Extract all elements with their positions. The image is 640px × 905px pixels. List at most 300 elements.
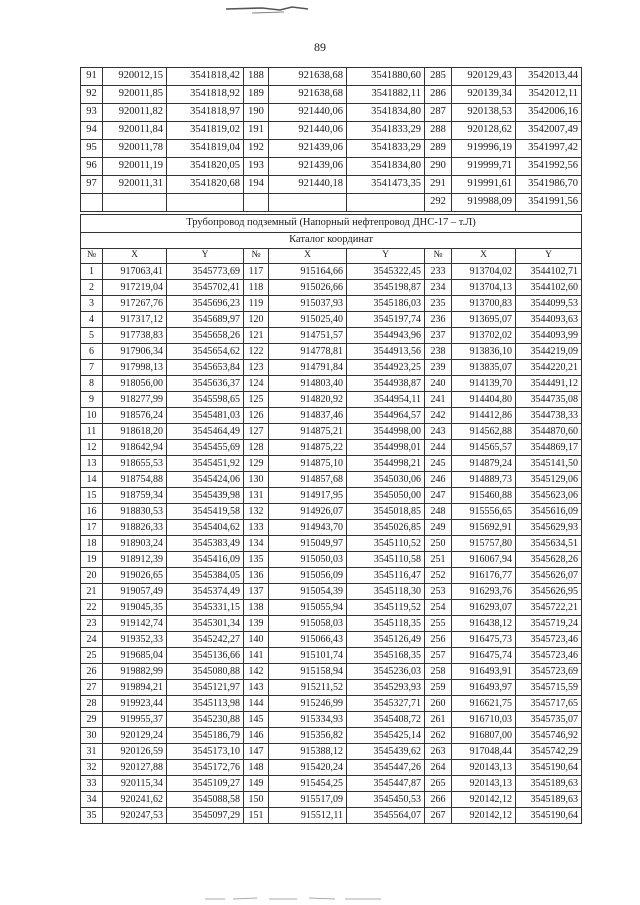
- x-coordinate-cell: 921638,68: [269, 86, 347, 104]
- y-coordinate-cell: 3545717,65: [516, 696, 582, 712]
- y-coordinate-cell: 3545197,74: [347, 312, 425, 328]
- y-coordinate-cell: 3545450,53: [347, 792, 425, 808]
- x-coordinate-cell: 916710,03: [452, 712, 516, 728]
- point-number-cell: 94: [81, 122, 103, 140]
- y-coordinate-cell: 3545696,23: [167, 296, 244, 312]
- x-coordinate-cell: [103, 194, 167, 212]
- y-coordinate-cell: 3545616,09: [516, 504, 582, 520]
- x-coordinate-cell: 914751,57: [269, 328, 347, 344]
- y-coordinate-cell: 3545189,63: [516, 776, 582, 792]
- point-number-cell: 127: [244, 424, 269, 440]
- x-coordinate-cell: 915049,97: [269, 536, 347, 552]
- y-coordinate-cell: 3541991,56: [516, 194, 582, 212]
- x-coordinate-cell: 915460,88: [452, 488, 516, 504]
- y-coordinate-cell: 3541834,80: [347, 158, 425, 176]
- table-row: [81, 194, 582, 212]
- point-number-cell: 254: [425, 600, 452, 616]
- table-row: [81, 488, 582, 504]
- y-coordinate-cell: 3545080,88: [167, 664, 244, 680]
- point-number-cell: 148: [244, 760, 269, 776]
- point-number-cell: 288: [425, 122, 452, 140]
- point-number-cell: 241: [425, 392, 452, 408]
- y-coordinate-cell: 3545172,76: [167, 760, 244, 776]
- x-coordinate-cell: 915037,93: [269, 296, 347, 312]
- x-coordinate-cell: 921638,68: [269, 68, 347, 86]
- y-coordinate-cell: 3545626,07: [516, 568, 582, 584]
- point-number-cell: 25: [81, 648, 103, 664]
- x-coordinate-cell: 920011,31: [103, 176, 167, 194]
- y-coordinate-cell: 3544913,56: [347, 344, 425, 360]
- point-number-cell: 252: [425, 568, 452, 584]
- point-number-cell: 135: [244, 552, 269, 568]
- y-coordinate-cell: 3544102,60: [516, 280, 582, 296]
- x-coordinate-cell: 915757,80: [452, 536, 516, 552]
- x-coordinate-cell: 915056,09: [269, 568, 347, 584]
- x-coordinate-cell: 916621,75: [452, 696, 516, 712]
- point-number-cell: 125: [244, 392, 269, 408]
- x-coordinate-cell: 913836,10: [452, 344, 516, 360]
- y-coordinate-cell: 3545742,29: [516, 744, 582, 760]
- x-coordinate-cell: 920127,88: [103, 760, 167, 776]
- y-coordinate-cell: 3545383,49: [167, 536, 244, 552]
- col-header: Y: [516, 249, 582, 264]
- x-coordinate-cell: 917738,83: [103, 328, 167, 344]
- point-number-cell: 140: [244, 632, 269, 648]
- x-coordinate-cell: 915517,09: [269, 792, 347, 808]
- y-coordinate-cell: 3541819,04: [167, 140, 244, 158]
- x-coordinate-cell: 915055,94: [269, 600, 347, 616]
- x-coordinate-cell: 920139,34: [452, 86, 516, 104]
- x-coordinate-cell: 915334,93: [269, 712, 347, 728]
- point-number-cell: 291: [425, 176, 452, 194]
- point-number-cell: [244, 194, 269, 212]
- y-coordinate-cell: 3544870,60: [516, 424, 582, 440]
- x-coordinate-cell: 918576,24: [103, 408, 167, 424]
- x-coordinate-cell: 913700,83: [452, 296, 516, 312]
- y-coordinate-cell: 3545628,26: [516, 552, 582, 568]
- point-number-cell: 123: [244, 360, 269, 376]
- y-coordinate-cell: 3545623,06: [516, 488, 582, 504]
- point-number-cell: 255: [425, 616, 452, 632]
- x-coordinate-cell: 915164,66: [269, 264, 347, 280]
- point-number-cell: 18: [81, 536, 103, 552]
- y-coordinate-cell: 3541833,29: [347, 122, 425, 140]
- y-coordinate-cell: 3544219,09: [516, 344, 582, 360]
- x-coordinate-cell: 914803,40: [269, 376, 347, 392]
- point-number-cell: 243: [425, 424, 452, 440]
- point-number-cell: 249: [425, 520, 452, 536]
- point-number-cell: 264: [425, 760, 452, 776]
- point-number-cell: 259: [425, 680, 452, 696]
- point-number-cell: 93: [81, 104, 103, 122]
- point-number-cell: 139: [244, 616, 269, 632]
- x-coordinate-cell: 917048,44: [452, 744, 516, 760]
- y-coordinate-cell: 3545126,49: [347, 632, 425, 648]
- point-number-cell: 26: [81, 664, 103, 680]
- point-number-cell: 246: [425, 472, 452, 488]
- point-number-cell: 234: [425, 280, 452, 296]
- point-number-cell: 96: [81, 158, 103, 176]
- y-coordinate-cell: 3541992,56: [516, 158, 582, 176]
- y-coordinate-cell: 3545634,51: [516, 536, 582, 552]
- y-coordinate-cell: 3544938,87: [347, 376, 425, 392]
- y-coordinate-cell: 3544923,25: [347, 360, 425, 376]
- point-number-cell: 285: [425, 68, 452, 86]
- point-number-cell: 239: [425, 360, 452, 376]
- catalog-header-row: [81, 249, 582, 264]
- point-number-cell: 250: [425, 536, 452, 552]
- x-coordinate-cell: 915420,24: [269, 760, 347, 776]
- y-coordinate-cell: 3545773,69: [167, 264, 244, 280]
- table-row: [81, 664, 582, 680]
- point-number-cell: 237: [425, 328, 452, 344]
- point-number-cell: 245: [425, 456, 452, 472]
- y-coordinate-cell: 3545293,93: [347, 680, 425, 696]
- table-row: [81, 712, 582, 728]
- y-coordinate-cell: 3545230,88: [167, 712, 244, 728]
- y-coordinate-cell: 3545702,41: [167, 280, 244, 296]
- x-coordinate-cell: 916493,91: [452, 664, 516, 680]
- y-coordinate-cell: 3544491,12: [516, 376, 582, 392]
- point-number-cell: 28: [81, 696, 103, 712]
- point-number-cell: 33: [81, 776, 103, 792]
- y-coordinate-cell: 3545719,24: [516, 616, 582, 632]
- x-coordinate-cell: 920142,12: [452, 792, 516, 808]
- point-number-cell: 193: [244, 158, 269, 176]
- x-coordinate-cell: 918830,53: [103, 504, 167, 520]
- x-coordinate-cell: 914889,73: [452, 472, 516, 488]
- x-coordinate-cell: 919996,19: [452, 140, 516, 158]
- x-coordinate-cell: 914917,95: [269, 488, 347, 504]
- y-coordinate-cell: 3545723,46: [516, 632, 582, 648]
- point-number-cell: 149: [244, 776, 269, 792]
- table-row: [81, 176, 582, 194]
- point-number-cell: 238: [425, 344, 452, 360]
- y-coordinate-cell: 3545408,72: [347, 712, 425, 728]
- x-coordinate-cell: 920143,13: [452, 760, 516, 776]
- x-coordinate-cell: 916807,00: [452, 728, 516, 744]
- x-coordinate-cell: 916067,94: [452, 552, 516, 568]
- x-coordinate-cell: 920138,53: [452, 104, 516, 122]
- x-coordinate-cell: 917906,34: [103, 344, 167, 360]
- y-coordinate-cell: 3545658,26: [167, 328, 244, 344]
- x-coordinate-cell: 914926,07: [269, 504, 347, 520]
- x-coordinate-cell: 920142,12: [452, 808, 516, 824]
- table-row: [81, 600, 582, 616]
- x-coordinate-cell: 914412,86: [452, 408, 516, 424]
- y-coordinate-cell: 3545626,95: [516, 584, 582, 600]
- point-number-cell: 124: [244, 376, 269, 392]
- x-coordinate-cell: [269, 194, 347, 212]
- y-coordinate-cell: 3545689,97: [167, 312, 244, 328]
- table-row: [81, 696, 582, 712]
- point-number-cell: 286: [425, 86, 452, 104]
- y-coordinate-cell: 3545636,37: [167, 376, 244, 392]
- point-number-cell: 121: [244, 328, 269, 344]
- y-coordinate-cell: 3545439,62: [347, 744, 425, 760]
- x-coordinate-cell: 918642,94: [103, 440, 167, 456]
- point-number-cell: 248: [425, 504, 452, 520]
- y-coordinate-cell: 3545109,27: [167, 776, 244, 792]
- table-row: [81, 68, 582, 86]
- y-coordinate-cell: 3545746,92: [516, 728, 582, 744]
- point-number-cell: 27: [81, 680, 103, 696]
- x-coordinate-cell: 914943,70: [269, 520, 347, 536]
- point-number-cell: 253: [425, 584, 452, 600]
- y-coordinate-cell: 3545384,05: [167, 568, 244, 584]
- x-coordinate-cell: 913835,07: [452, 360, 516, 376]
- table-row: [81, 728, 582, 744]
- point-number-cell: 21: [81, 584, 103, 600]
- point-number-cell: 262: [425, 728, 452, 744]
- point-number-cell: 150: [244, 792, 269, 808]
- y-coordinate-cell: 3545030,06: [347, 472, 425, 488]
- x-coordinate-cell: 919894,21: [103, 680, 167, 696]
- y-coordinate-cell: 3541880,60: [347, 68, 425, 86]
- table-row: [81, 104, 582, 122]
- point-number-cell: 15: [81, 488, 103, 504]
- x-coordinate-cell: 915512,11: [269, 808, 347, 824]
- point-number-cell: 189: [244, 86, 269, 104]
- x-coordinate-cell: 914562,88: [452, 424, 516, 440]
- x-coordinate-cell: 915025,40: [269, 312, 347, 328]
- x-coordinate-cell: 919142,74: [103, 616, 167, 632]
- x-coordinate-cell: 914791,84: [269, 360, 347, 376]
- point-number-cell: [81, 194, 103, 212]
- x-coordinate-cell: 914139,70: [452, 376, 516, 392]
- x-coordinate-cell: 915211,52: [269, 680, 347, 696]
- y-coordinate-cell: 3544998,00: [347, 424, 425, 440]
- y-coordinate-cell: 3541997,42: [516, 140, 582, 158]
- x-coordinate-cell: 918759,34: [103, 488, 167, 504]
- col-header: X: [452, 249, 516, 264]
- table-row: [81, 424, 582, 440]
- y-coordinate-cell: 3545425,14: [347, 728, 425, 744]
- x-coordinate-cell: 915692,91: [452, 520, 516, 536]
- point-number-cell: 17: [81, 520, 103, 536]
- col-header: X: [269, 249, 347, 264]
- y-coordinate-cell: 3544102,71: [516, 264, 582, 280]
- table-row: [81, 408, 582, 424]
- point-number-cell: 6: [81, 344, 103, 360]
- y-coordinate-cell: 3545331,15: [167, 600, 244, 616]
- col-header: №: [425, 249, 452, 264]
- x-coordinate-cell: 919026,65: [103, 568, 167, 584]
- x-coordinate-cell: 921439,06: [269, 140, 347, 158]
- page-number: 89: [314, 40, 326, 54]
- y-coordinate-cell: 3545242,27: [167, 632, 244, 648]
- x-coordinate-cell: 917219,04: [103, 280, 167, 296]
- table-row: [81, 616, 582, 632]
- point-number-cell: 263: [425, 744, 452, 760]
- point-number-cell: 132: [244, 504, 269, 520]
- x-coordinate-cell: 920241,62: [103, 792, 167, 808]
- x-coordinate-cell: 914820,92: [269, 392, 347, 408]
- x-coordinate-cell: 915356,82: [269, 728, 347, 744]
- point-number-cell: 287: [425, 104, 452, 122]
- y-coordinate-cell: 3545629,93: [516, 520, 582, 536]
- x-coordinate-cell: 915066,43: [269, 632, 347, 648]
- point-number-cell: 191: [244, 122, 269, 140]
- x-coordinate-cell: 915050,03: [269, 552, 347, 568]
- x-coordinate-cell: 916475,73: [452, 632, 516, 648]
- y-coordinate-cell: 3545018,85: [347, 504, 425, 520]
- point-number-cell: 131: [244, 488, 269, 504]
- x-coordinate-cell: 918056,00: [103, 376, 167, 392]
- table-row: [81, 536, 582, 552]
- point-number-cell: 19: [81, 552, 103, 568]
- x-coordinate-cell: 914879,24: [452, 456, 516, 472]
- x-coordinate-cell: 918912,39: [103, 552, 167, 568]
- point-number-cell: 5: [81, 328, 103, 344]
- y-coordinate-cell: 3545654,62: [167, 344, 244, 360]
- table-row: [81, 440, 582, 456]
- x-coordinate-cell: 919955,37: [103, 712, 167, 728]
- x-coordinate-cell: 919882,99: [103, 664, 167, 680]
- y-coordinate-cell: 3545189,63: [516, 792, 582, 808]
- x-coordinate-cell: 918655,53: [103, 456, 167, 472]
- y-coordinate-cell: 3545113,98: [167, 696, 244, 712]
- x-coordinate-cell: 913704,02: [452, 264, 516, 280]
- x-coordinate-cell: 917317,12: [103, 312, 167, 328]
- point-number-cell: 235: [425, 296, 452, 312]
- x-coordinate-cell: 919923,44: [103, 696, 167, 712]
- y-coordinate-cell: 3541882,11: [347, 86, 425, 104]
- table-row: [81, 140, 582, 158]
- y-coordinate-cell: 3542007,49: [516, 122, 582, 140]
- point-number-cell: 118: [244, 280, 269, 296]
- point-number-cell: 258: [425, 664, 452, 680]
- x-coordinate-cell: 920115,34: [103, 776, 167, 792]
- point-number-cell: 9: [81, 392, 103, 408]
- point-number-cell: 126: [244, 408, 269, 424]
- point-number-cell: 292: [425, 194, 452, 212]
- point-number-cell: 7: [81, 360, 103, 376]
- x-coordinate-cell: 915158,94: [269, 664, 347, 680]
- y-coordinate-cell: 3541820,05: [167, 158, 244, 176]
- table-row: [81, 568, 582, 584]
- y-coordinate-cell: 3545110,58: [347, 552, 425, 568]
- table-row: [81, 360, 582, 376]
- y-coordinate-cell: 3545173,10: [167, 744, 244, 760]
- point-number-cell: 192: [244, 140, 269, 158]
- x-coordinate-cell: 921440,06: [269, 104, 347, 122]
- point-number-cell: 144: [244, 696, 269, 712]
- y-coordinate-cell: 3544099,53: [516, 296, 582, 312]
- x-coordinate-cell: 918903,24: [103, 536, 167, 552]
- point-number-cell: 136: [244, 568, 269, 584]
- x-coordinate-cell: 916176,77: [452, 568, 516, 584]
- y-coordinate-cell: 3545481,03: [167, 408, 244, 424]
- table-row: [81, 392, 582, 408]
- point-number-cell: 117: [244, 264, 269, 280]
- x-coordinate-cell: 914565,57: [452, 440, 516, 456]
- y-coordinate-cell: [167, 194, 244, 212]
- x-coordinate-cell: 920128,62: [452, 122, 516, 140]
- point-number-cell: 142: [244, 664, 269, 680]
- x-coordinate-cell: 918826,33: [103, 520, 167, 536]
- y-coordinate-cell: 3545118,35: [347, 616, 425, 632]
- x-coordinate-cell: 920011,85: [103, 86, 167, 104]
- y-coordinate-cell: 3545447,26: [347, 760, 425, 776]
- y-coordinate-cell: 3544093,99: [516, 328, 582, 344]
- point-number-cell: 242: [425, 408, 452, 424]
- table-row: [81, 264, 582, 280]
- point-number-cell: 134: [244, 536, 269, 552]
- x-coordinate-cell: 913695,07: [452, 312, 516, 328]
- point-number-cell: 138: [244, 600, 269, 616]
- point-number-cell: 266: [425, 792, 452, 808]
- y-coordinate-cell: 3541833,29: [347, 140, 425, 158]
- x-coordinate-cell: 914857,68: [269, 472, 347, 488]
- table-row: [81, 520, 582, 536]
- y-coordinate-cell: 3545653,84: [167, 360, 244, 376]
- y-coordinate-cell: 3544220,21: [516, 360, 582, 376]
- y-coordinate-cell: 3542006,16: [516, 104, 582, 122]
- point-number-cell: 194: [244, 176, 269, 194]
- table-row: [81, 472, 582, 488]
- point-number-cell: 13: [81, 456, 103, 472]
- col-header: Y: [167, 249, 244, 264]
- x-coordinate-cell: 914875,10: [269, 456, 347, 472]
- table-row: [81, 648, 582, 664]
- point-number-cell: 147: [244, 744, 269, 760]
- point-number-cell: 130: [244, 472, 269, 488]
- x-coordinate-cell: 919352,33: [103, 632, 167, 648]
- point-number-cell: 260: [425, 696, 452, 712]
- y-coordinate-cell: 3545419,58: [167, 504, 244, 520]
- point-number-cell: 16: [81, 504, 103, 520]
- x-coordinate-cell: 916493,97: [452, 680, 516, 696]
- table-row: [81, 744, 582, 760]
- col-header: Y: [347, 249, 425, 264]
- x-coordinate-cell: 914404,80: [452, 392, 516, 408]
- table-row: [81, 328, 582, 344]
- table-row: [81, 86, 582, 104]
- y-coordinate-cell: 3544735,08: [516, 392, 582, 408]
- y-coordinate-cell: 3544964,57: [347, 408, 425, 424]
- point-number-cell: 119: [244, 296, 269, 312]
- x-coordinate-cell: 920011,84: [103, 122, 167, 140]
- y-coordinate-cell: 3545141,50: [516, 456, 582, 472]
- x-coordinate-cell: 920129,43: [452, 68, 516, 86]
- y-coordinate-cell: 3545564,07: [347, 808, 425, 824]
- x-coordinate-cell: 920011,82: [103, 104, 167, 122]
- y-coordinate-cell: 3541818,42: [167, 68, 244, 86]
- point-number-cell: 122: [244, 344, 269, 360]
- y-coordinate-cell: 3545026,85: [347, 520, 425, 536]
- table-row: [81, 312, 582, 328]
- y-coordinate-cell: 3545374,49: [167, 584, 244, 600]
- point-number-cell: 11: [81, 424, 103, 440]
- y-coordinate-cell: 3545110,52: [347, 536, 425, 552]
- y-coordinate-cell: 3545186,03: [347, 296, 425, 312]
- point-number-cell: 8: [81, 376, 103, 392]
- y-coordinate-cell: 3542012,11: [516, 86, 582, 104]
- y-coordinate-cell: 3545118,30: [347, 584, 425, 600]
- point-number-cell: 10: [81, 408, 103, 424]
- point-number-cell: 23: [81, 616, 103, 632]
- y-coordinate-cell: 3545322,45: [347, 264, 425, 280]
- point-number-cell: 92: [81, 86, 103, 104]
- x-coordinate-cell: 915101,74: [269, 648, 347, 664]
- y-coordinate-cell: 3545190,64: [516, 808, 582, 824]
- point-number-cell: 146: [244, 728, 269, 744]
- y-coordinate-cell: 3545190,64: [516, 760, 582, 776]
- point-number-cell: 3: [81, 296, 103, 312]
- y-coordinate-cell: [347, 194, 425, 212]
- scan-artifact-bottom: [205, 896, 395, 902]
